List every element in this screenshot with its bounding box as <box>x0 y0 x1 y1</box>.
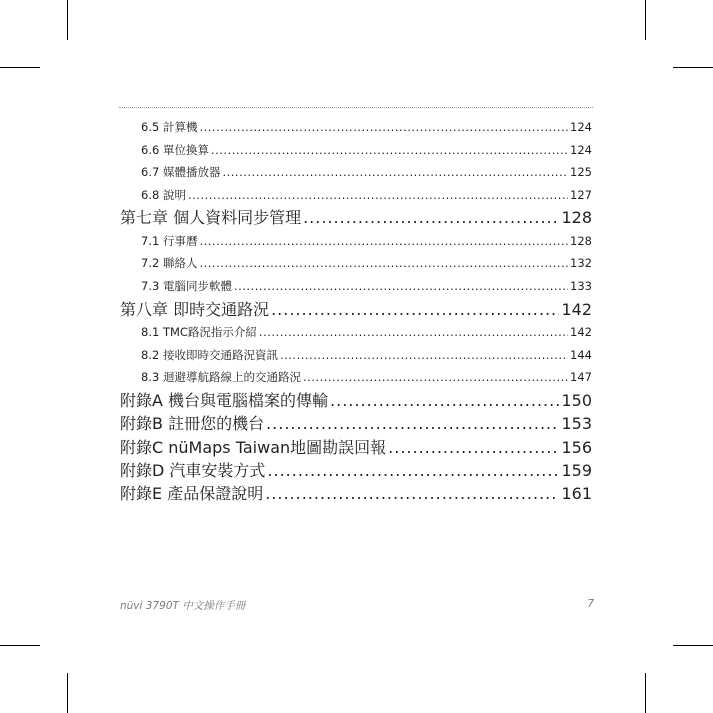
leader-dots <box>271 298 559 321</box>
crop-mark-right-bottom <box>673 645 713 646</box>
leader-dots <box>266 412 559 435</box>
leader-dots <box>199 116 568 139</box>
toc-entry-page: 142 <box>561 299 592 319</box>
toc-entry-label: 8.2 接收即時交通路況資訊 <box>141 347 278 362</box>
toc-entry-page: 144 <box>570 347 592 362</box>
toc-entry-page: 128 <box>570 233 592 248</box>
toc-entry[interactable] <box>120 482 592 505</box>
toc-entry-page: 153 <box>561 414 592 434</box>
toc-entry-label: 附錄C nüMaps Taiwan地圖勘誤回報 <box>120 437 387 457</box>
toc-entry-label: 附錄A 機台與電腦檔案的傳輸 <box>120 390 329 410</box>
toc-entry-page: 133 <box>570 278 592 293</box>
toc-entry[interactable] <box>120 366 592 389</box>
toc-entry-label: 7.3 電腦同步軟體 <box>141 278 232 293</box>
leader-dots <box>280 344 568 367</box>
leader-dots <box>188 184 568 207</box>
leader-dots <box>265 482 559 505</box>
toc-entry-label: 第七章 個人資料同步管理 <box>120 208 302 228</box>
crop-mark-left-top <box>0 67 40 68</box>
toc-entry[interactable] <box>120 116 592 139</box>
toc-entry-page: 124 <box>570 120 592 134</box>
footer-manual-title: nüvi 3790T 中文操作手冊 <box>120 600 246 612</box>
toc-entry-label: 附錄B 註冊您的機台 <box>120 414 265 434</box>
toc-entry[interactable] <box>120 298 592 321</box>
toc-entry-label: 8.1 TMC路況指示介紹 <box>141 324 257 339</box>
crop-mark-bottom-left <box>67 673 68 713</box>
toc-entry[interactable] <box>120 161 592 184</box>
toc-entry[interactable] <box>120 206 592 229</box>
toc-entry[interactable] <box>120 436 592 459</box>
leader-dots <box>267 459 559 482</box>
crop-mark-right-top <box>673 67 713 68</box>
footer-page-number: 7 <box>587 598 594 610</box>
leader-dots <box>234 275 568 298</box>
toc-entry-page: 128 <box>561 208 592 228</box>
toc-entry[interactable] <box>120 412 592 435</box>
toc-entry-label: 附錄E 產品保證說明 <box>120 484 264 504</box>
toc-entry-page: 150 <box>561 390 592 410</box>
toc-entry[interactable] <box>120 275 592 298</box>
toc-entry[interactable] <box>120 389 592 412</box>
toc-entry-page: 161 <box>561 484 592 504</box>
toc-entry-page: 147 <box>570 370 592 385</box>
toc-entry-page: 127 <box>570 187 592 202</box>
toc-entry-page: 125 <box>570 165 592 180</box>
toc-entry-label: 6.5 計算機 <box>141 120 198 134</box>
toc-entry-label: 6.7 媒體播放器 <box>141 165 221 180</box>
toc-entry-page: 132 <box>570 256 592 271</box>
leader-dots <box>199 230 568 253</box>
toc-entry-page: 156 <box>561 437 592 457</box>
leader-dots <box>199 252 568 275</box>
leader-dots <box>303 366 568 389</box>
header-dotted-rule <box>119 107 593 108</box>
toc-entry[interactable] <box>120 230 592 253</box>
crop-mark-top-right <box>645 0 646 40</box>
toc-entry-page: 142 <box>570 324 592 339</box>
toc-entry[interactable] <box>120 252 592 275</box>
crop-mark-top-left <box>67 0 68 40</box>
toc-entry[interactable] <box>120 139 592 162</box>
toc-entry[interactable] <box>120 184 592 207</box>
leader-dots <box>303 206 559 229</box>
toc-entry[interactable] <box>120 459 592 482</box>
leader-dots <box>330 389 559 412</box>
toc-entry[interactable] <box>120 321 592 344</box>
toc-entry-label: 8.3 迴避導航路線上的交通路況 <box>141 370 301 385</box>
crop-mark-bottom-right <box>645 673 646 713</box>
table-of-contents <box>120 116 592 506</box>
leader-dots <box>222 161 568 184</box>
leader-dots <box>259 321 568 344</box>
toc-entry-label: 附錄D 汽車安裝方式 <box>120 460 266 480</box>
leader-dots <box>388 436 559 459</box>
toc-entry-label: 第八章 即時交通路況 <box>120 299 270 319</box>
toc-entry-label: 7.1 行事曆 <box>141 233 198 248</box>
toc-entry-label: 6.8 說明 <box>141 187 186 202</box>
crop-mark-left-bottom <box>0 645 40 646</box>
toc-entry[interactable] <box>120 344 592 367</box>
toc-entry-label: 6.6 單位換算 <box>141 142 209 157</box>
toc-entry-label: 7.2 聯絡人 <box>141 256 198 271</box>
toc-entry-page: 124 <box>570 142 592 157</box>
leader-dots <box>211 139 568 162</box>
toc-entry-page: 159 <box>561 460 592 480</box>
